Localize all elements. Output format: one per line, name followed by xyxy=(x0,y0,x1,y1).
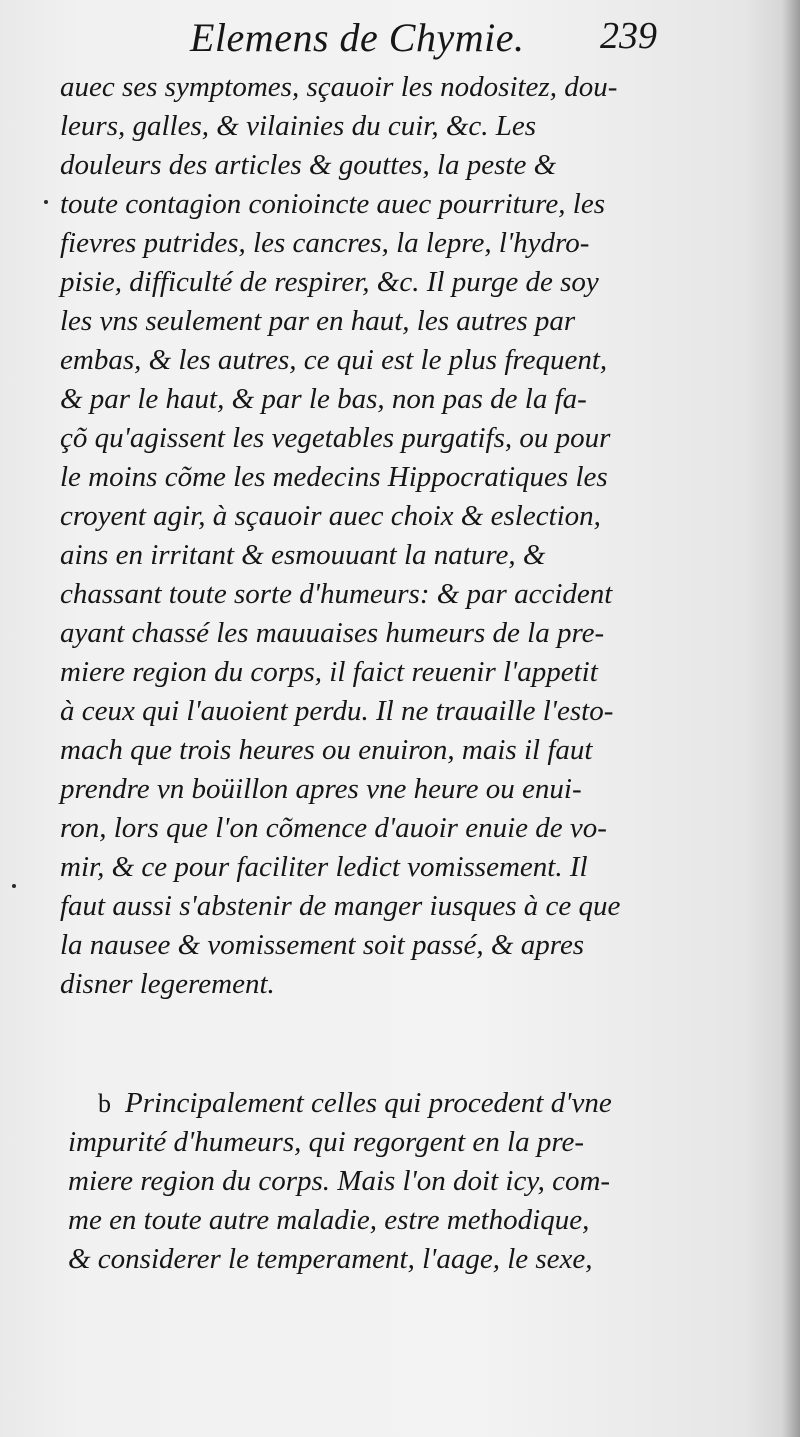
ink-speck xyxy=(12,884,16,888)
text-line: çõ qu'agissent les vegetables purgatifs, ou pour xyxy=(60,422,611,454)
text-line: la nausee & vomissement soit passé, & apres xyxy=(60,929,585,961)
text-line: chassant toute sorte d'humeurs: & par accident xyxy=(60,578,613,610)
page-number: 239 xyxy=(600,15,657,57)
main-paragraph xyxy=(60,68,685,1004)
text-line: mach que trois heures ou enuiron, mais il faut xyxy=(60,734,593,766)
text-line: embas, & les autres, ce qui est le plus frequent, xyxy=(60,344,608,376)
note-marker: b xyxy=(98,1089,111,1118)
text-line: douleurs des articles & gouttes, la peste & xyxy=(60,149,557,181)
text-line: mir, & ce pour faciliter ledict vomissement. Il xyxy=(60,851,588,883)
text-line: auec ses symptomes, sçauoir les nodositez, dou- xyxy=(60,71,618,103)
text-line: prendre vn boüillon apres vne heure ou enui- xyxy=(60,773,582,805)
text-line: ron, lors que l'on cõmence d'auoir enuie de vo- xyxy=(60,812,607,844)
text-line: impurité d'humeurs, qui regorgent en la pre- xyxy=(68,1126,585,1158)
page-header xyxy=(0,14,800,64)
text-line: me en toute autre maladie, estre methodique, xyxy=(68,1204,590,1236)
text-line: disner legerement. xyxy=(60,968,275,1000)
text-line: les vns seulement par en haut, les autres par xyxy=(60,305,576,337)
text-line: ains en irritant & esmouuant la nature, & xyxy=(60,539,546,571)
note-b-paragraph xyxy=(68,1084,685,1279)
text-line: miere region du corps, il faict reuenir l'appetit xyxy=(60,656,598,688)
text-line: & considerer le temperament, l'aage, le sexe, xyxy=(68,1243,593,1275)
ink-speck xyxy=(44,200,48,204)
text-line: leurs, galles, & vilainies du cuir, &c. Les xyxy=(60,110,537,142)
text-line: & par le haut, & par le bas, non pas de la fa- xyxy=(60,383,587,415)
page-edge-shadow xyxy=(782,0,800,1437)
text-line: toute contagion conioincte auec pourriture, les xyxy=(60,188,605,220)
text-line: pisie, difficulté de respirer, &c. Il purge de soy xyxy=(60,266,599,298)
text-line: fievres putrides, les cancres, la lepre, l'hydro- xyxy=(60,227,590,259)
text-line xyxy=(68,1084,685,1123)
text-line: faut aussi s'abstenir de manger iusques à ce que xyxy=(60,890,621,922)
text-line: à ceux qui l'auoient perdu. Il ne trauaille l'esto- xyxy=(60,695,614,727)
text-line: croyent agir, à sçauoir auec choix & eslection, xyxy=(60,500,601,532)
text-line: ayant chassé les mauuaises humeurs de la pre- xyxy=(60,617,605,649)
note-first-line: Principalement celles qui procedent d'vne xyxy=(125,1087,612,1119)
text-line: le moins cõme les medecins Hippocratiques les xyxy=(60,461,608,493)
text-line: miere region du corps. Mais l'on doit icy, com- xyxy=(68,1165,611,1197)
running-head: Elemens de Chymie. xyxy=(190,15,525,60)
